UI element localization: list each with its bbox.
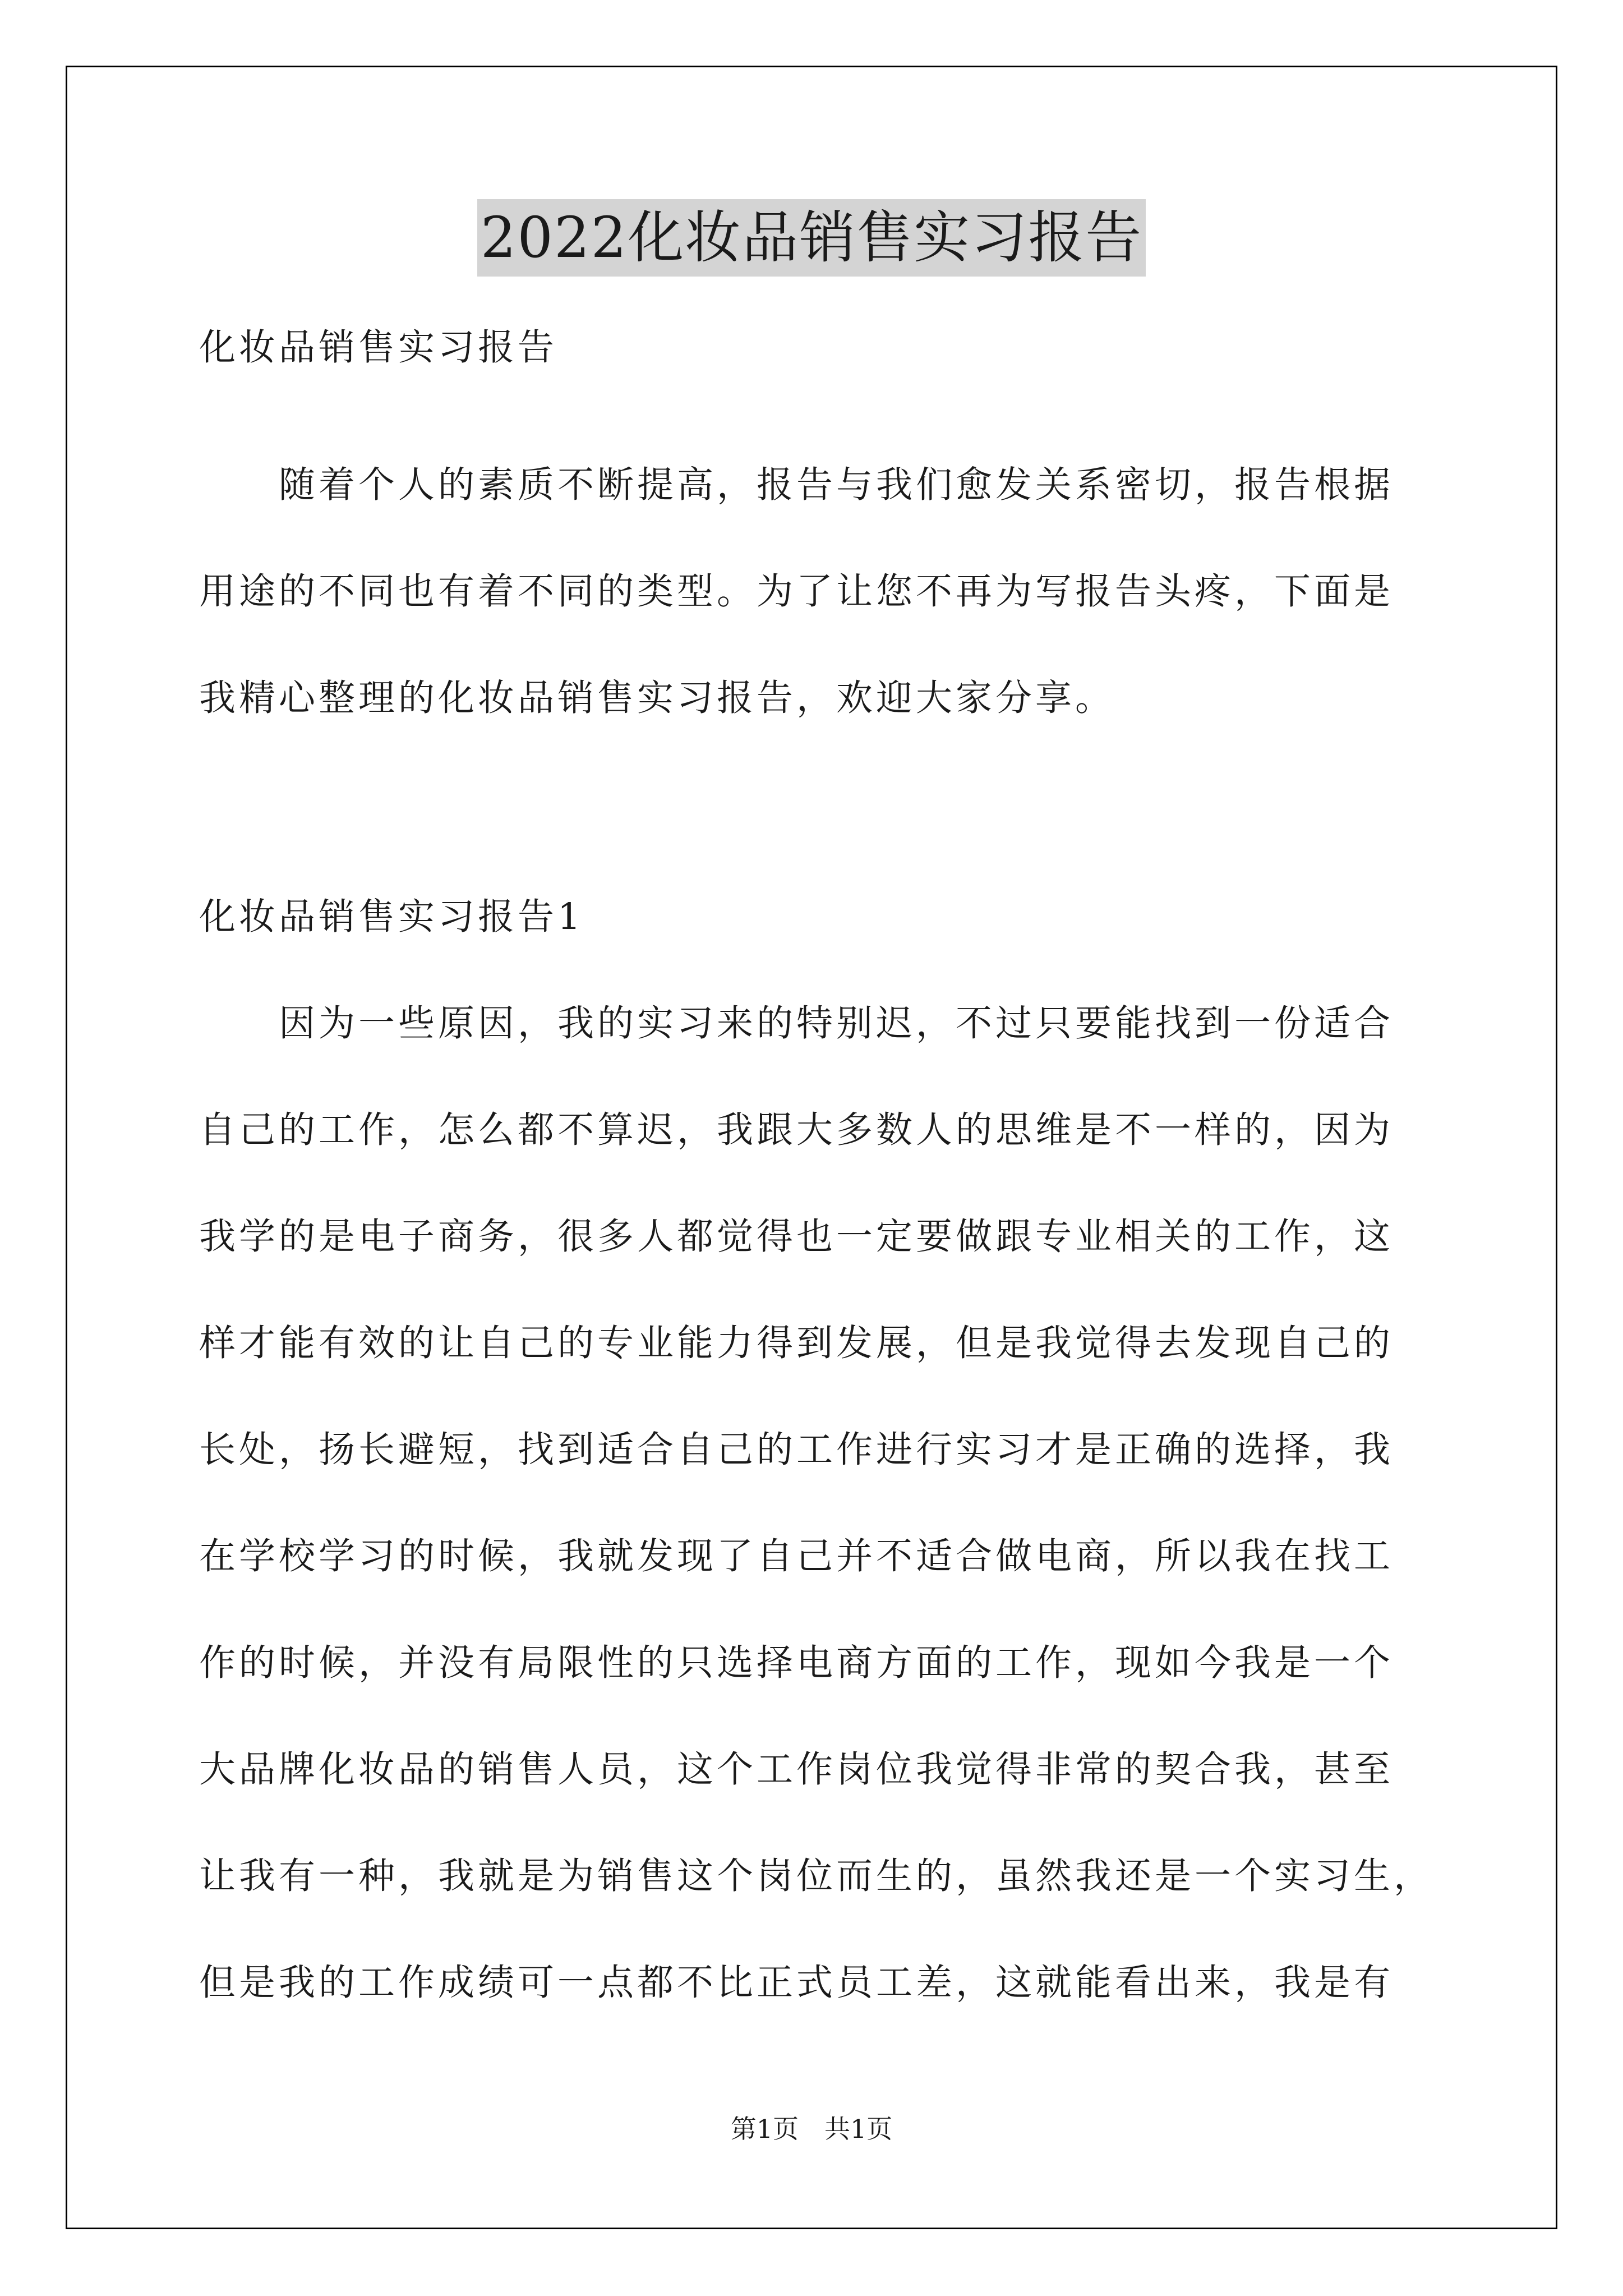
paragraph-line: 用途的不同也有着不同的类型。为了让您不再为写报告头疼，下面是 [199, 570, 1394, 613]
document-title: 2022化妆品销售实习报告 [477, 199, 1146, 277]
paragraph-line: 大品牌化妆品的销售人员，这个工作岗位我觉得非常的契合我，甚至 [199, 1749, 1394, 1791]
paragraph-line: 让我有一种，我就是为销售这个岗位而生的，虽然我还是一个实习生， [199, 1855, 1434, 1897]
section-heading: 化妆品销售实习报告1 [199, 896, 584, 938]
paragraph-line: 样才能有效的让自己的专业能力得到发展，但是我觉得去发现自己的 [199, 1322, 1394, 1364]
title-container [0, 199, 1623, 277]
paragraph-line: 随着个人的素质不断提高，报告与我们愈发关系密切，报告根据 [199, 464, 1394, 506]
paragraph-line: 自己的工作，怎么都不算迟，我跟大多数人的思维是不一样的，因为 [199, 1109, 1394, 1151]
paragraph-line: 我学的是电子商务，很多人都觉得也一定要做跟专业相关的工作，这 [199, 1216, 1394, 1258]
paragraph-line: 在学校学习的时候，我就发现了自己并不适合做电商，所以我在找工 [199, 1535, 1394, 1577]
paragraph-line: 长处，扬长避短，找到适合自己的工作进行实习才是正确的选择，我 [199, 1429, 1394, 1471]
paragraph-line: 作的时候，并没有局限性的只选择电商方面的工作，现如今我是一个 [199, 1642, 1394, 1684]
paragraph-line: 因为一些原因，我的实习来的特别迟，不过只要能找到一份适合 [199, 1002, 1394, 1045]
page-footer: 第1页 共1页 [730, 2114, 893, 2144]
subtitle-line: 化妆品销售实习报告 [199, 326, 558, 369]
paragraph-line: 但是我的工作成绩可一点都不比正式员工差，这就能看出来，我是有 [199, 1962, 1394, 2004]
paragraph-line: 我精心整理的化妆品销售实习报告，欢迎大家分享。 [199, 677, 1115, 719]
